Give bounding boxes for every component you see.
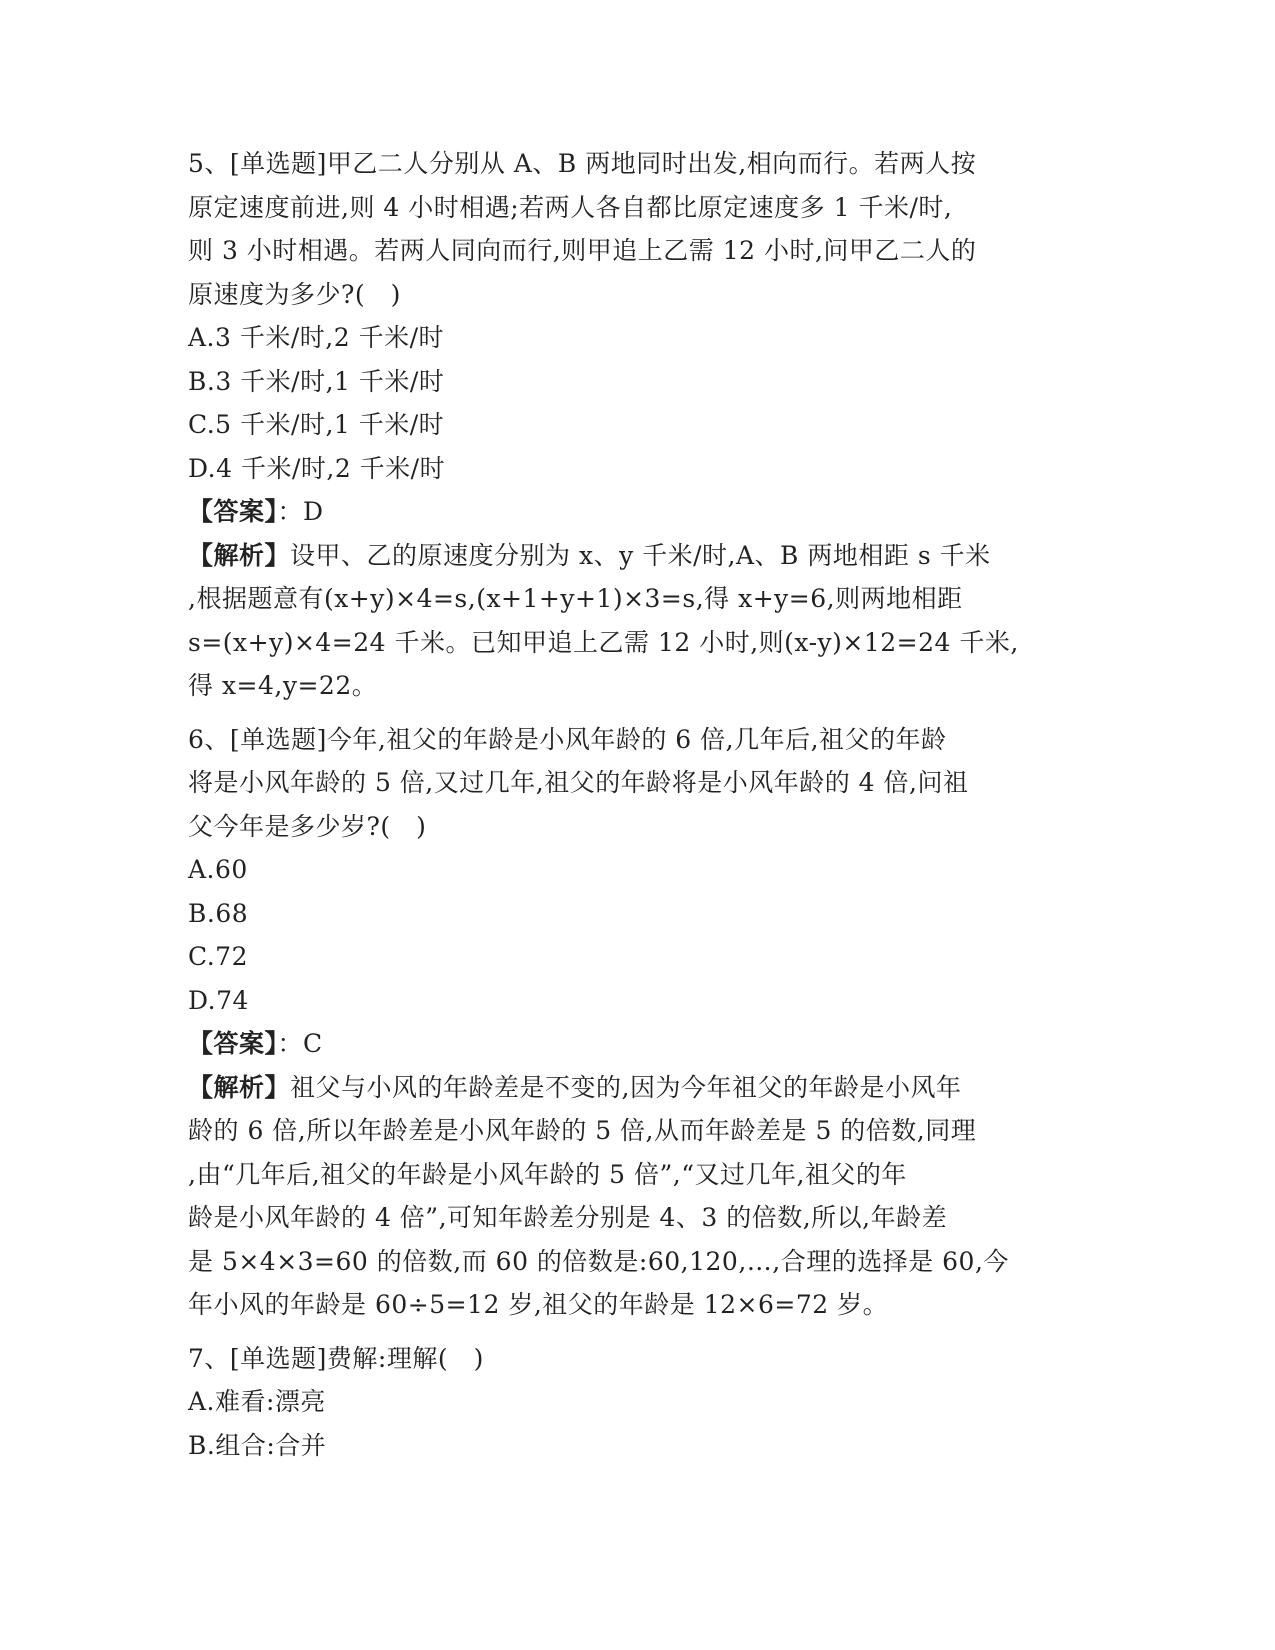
analysis-line: ,根据题意有(x+y)×4=s,(x+1+y+1)×3=s,得 x+y=6,则两地相距 xyxy=(188,584,963,613)
question-stem-line: 原速度为多少?( ) xyxy=(188,279,401,309)
question-stem-line: 7、[单选题]费解:理解( ) xyxy=(188,1343,484,1373)
analysis-line: 龄的 6 倍,所以年龄差是小风年龄的 5 倍,从而年龄差是 5 的倍数,同理 xyxy=(188,1116,977,1145)
document-page xyxy=(188,142,1088,1467)
option-a: A.3 千米/时,2 千米/时 xyxy=(188,323,444,352)
answer-value: ：C xyxy=(277,1029,323,1058)
analysis-label: 【解析】 xyxy=(188,540,291,570)
question-stem-line: 则 3 小时相遇。若两人同向而行,则甲追上乙需 12 小时,问甲乙二人的 xyxy=(188,236,977,265)
question-stem-line: 5、[单选题]甲乙二人分别从 A、B 两地同时出发,相向而行。若两人按 xyxy=(188,149,977,178)
question-stem-line: 原定速度前进,则 4 小时相遇;若两人各自都比原定速度多 1 千米/时, xyxy=(188,192,953,222)
option-c: C.72 xyxy=(188,942,248,971)
question-stem-line: 父今年是多少岁?( ) xyxy=(188,811,427,841)
question-gap xyxy=(188,1327,1088,1337)
question-stem-line: 6、[单选题]今年,祖父的年龄是小风年龄的 6 倍,几年后,祖父的年龄 xyxy=(188,724,947,754)
option-a: A.60 xyxy=(188,855,248,884)
analysis-line xyxy=(188,1066,1088,1110)
analysis-label: 【解析】 xyxy=(188,1072,291,1102)
question-stem-line: 将是小风年龄的 5 倍,又过几年,祖父的年龄将是小风年龄的 4 倍,问祖 xyxy=(188,768,969,797)
analysis-line: 得 x=4,y=22。 xyxy=(188,671,378,700)
option-c: C.5 千米/时,1 千米/时 xyxy=(188,410,445,439)
analysis-line: 龄是小风年龄的 4 倍”,可知年龄差分别是 4、3 的倍数,所以,年龄差 xyxy=(188,1203,948,1232)
option-a: A.难看:漂亮 xyxy=(188,1387,326,1416)
answer-line xyxy=(188,490,1088,534)
answer-value: ：D xyxy=(277,497,324,526)
option-d: D.4 千米/时,2 千米/时 xyxy=(188,453,446,483)
answer-label: 【答案】 xyxy=(188,497,278,526)
analysis-text: 祖父与小风的年龄差是不变的,因为今年祖父的年龄是小风年 xyxy=(290,1072,962,1102)
question-5 xyxy=(188,142,1088,708)
answer-line xyxy=(188,1022,1088,1066)
option-b: B.68 xyxy=(188,898,249,928)
analysis-line: s=(x+y)×4=24 千米。已知甲追上乙需 12 小时,则(x-y)×12=24 千米, xyxy=(188,627,1019,657)
answer-label: 【答案】 xyxy=(188,1029,278,1058)
option-b: B.组合:合并 xyxy=(188,1430,327,1460)
analysis-text: 设甲、乙的原速度分别为 x、y 千米/时,A、B 两地相距 s 千米 xyxy=(290,540,991,570)
analysis-line xyxy=(188,534,1088,578)
analysis-line: 年小风的年龄是 60÷5=12 岁,祖父的年龄是 12×6=72 岁。 xyxy=(188,1290,889,1319)
question-6 xyxy=(188,718,1088,1327)
question-gap xyxy=(188,708,1088,718)
analysis-line: 是 5×4×3=60 的倍数,而 60 的倍数是:60,120,…,合理的选择是 60,今 xyxy=(188,1246,1009,1276)
option-d: D.74 xyxy=(188,985,249,1015)
option-b: B.3 千米/时,1 千米/时 xyxy=(188,366,445,396)
analysis-line: ,由“几年后,祖父的年龄是小风年龄的 5 倍”,“又过几年,祖父的年 xyxy=(188,1159,907,1189)
question-7 xyxy=(188,1337,1088,1468)
